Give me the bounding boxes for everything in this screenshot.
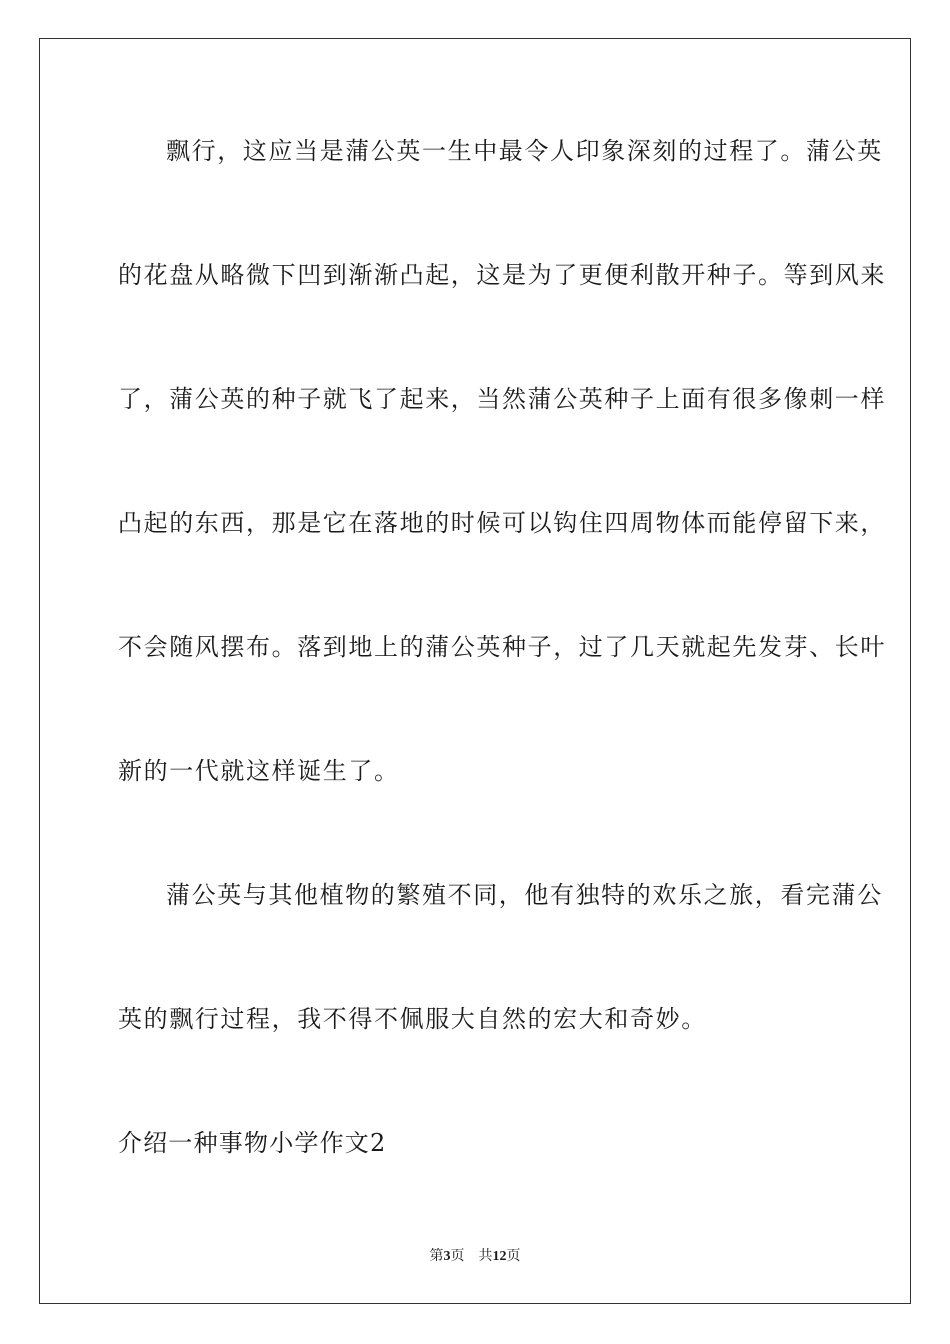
- page-border: [39, 38, 911, 1304]
- paragraph-line: 凸起的东西，那是它在落地的时候可以钩住四周物体而能停留下来，: [118, 509, 886, 537]
- total-suffix: 页: [506, 1248, 521, 1264]
- total-pages: 12: [492, 1249, 507, 1264]
- section-heading: 介绍一种事物小学作文2: [118, 1129, 387, 1157]
- paragraph-line: 英的飘行过程，我不得不佩服大自然的宏大和奇妙。: [118, 1005, 707, 1033]
- paragraph-line: 飘行，这应当是蒲公英一生中最令人印象深刻的过程了。蒲公英: [166, 137, 883, 165]
- page-number: 3: [443, 1249, 451, 1264]
- paragraph-line: 了，蒲公英的种子就飞了起来，当然蒲公英种子上面有很多像刺一样: [118, 385, 886, 413]
- paragraph-line: 蒲公英与其他植物的繁殖不同，他有独特的欢乐之旅，看完蒲公: [166, 881, 883, 909]
- page-footer: [0, 1247, 950, 1266]
- page-prefix: 第: [429, 1248, 444, 1264]
- total-prefix: 共: [478, 1248, 493, 1264]
- paragraph-line: 新的一代就这样诞生了。: [118, 757, 400, 785]
- page-suffix: 页: [450, 1248, 465, 1264]
- paragraph-line: 的花盘从略微下凹到渐渐凸起，这是为了更便利散开种子。等到风来: [118, 261, 886, 289]
- paragraph-line: 不会随风摆布。落到地上的蒲公英种子，过了几天就起先发芽、长叶: [118, 633, 886, 661]
